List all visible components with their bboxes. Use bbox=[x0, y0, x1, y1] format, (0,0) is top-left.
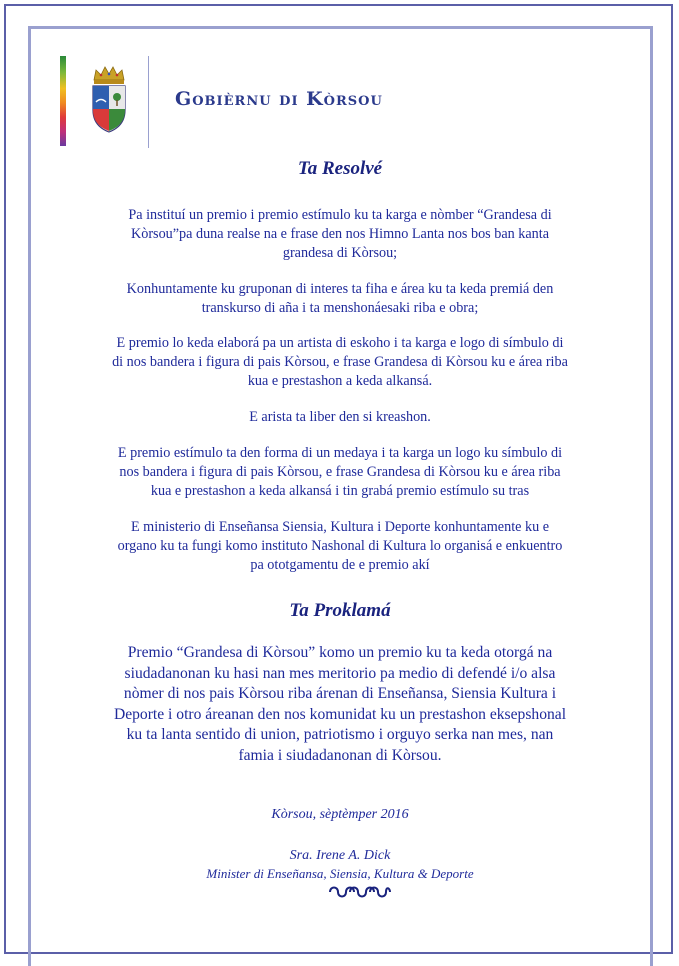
signatory-title-wrap bbox=[110, 866, 570, 882]
resolve-paragraph-4 bbox=[110, 408, 570, 427]
text-line: kua e prestashon a keda alkansá. bbox=[247, 373, 433, 389]
text-line: E premio estímulo ta den forma di un medaya i ta karga un logo ku símbulo di bbox=[117, 445, 563, 461]
resolve-paragraph-2 bbox=[110, 280, 570, 318]
resolve-paragraph-5 bbox=[110, 444, 570, 501]
text-line: siudadanonan ku hasi nan mes meritorio pa medio di defendé i/o alsa bbox=[124, 664, 556, 682]
government-name: Gobièrnu di Kòrsou bbox=[175, 88, 383, 110]
place-date-wrap bbox=[110, 806, 570, 824]
text-line: Konhuntamente ku gruponan di interes ta fiha e área ku ta keda premiá den bbox=[126, 281, 554, 297]
proclama-heading-wrap bbox=[110, 600, 570, 622]
proclama-paragraph bbox=[100, 643, 580, 766]
resolve-paragraph-3 bbox=[110, 334, 570, 391]
text-line: pa ototgamentu de e premio akí bbox=[250, 557, 430, 573]
resolve-paragraph-6 bbox=[110, 518, 570, 575]
text-line: Deporte i otro áreanan den nos komunidat ku un prestashon eksepshonal bbox=[113, 705, 567, 723]
proclama-heading: Ta Proklamá bbox=[289, 600, 391, 621]
text-line: Kòrsou”pa duna realse na e frase den nos Himno Lanta nos bos ban kanta bbox=[130, 226, 549, 242]
text-line: Pa instituí un premio i premio estímulo ku ta karga e nòmber “Grandesa di bbox=[128, 207, 552, 223]
text-line: E arista ta liber den si kreashon. bbox=[249, 409, 431, 425]
text-line: Premio “Grandesa di Kòrsou” komo un premio ku ta keda otorgá na bbox=[127, 644, 553, 661]
resolve-heading: Ta Resolvé bbox=[297, 158, 383, 179]
text-line: kua e prestashon a keda alkansá i tin grabá premio estímulo su tras bbox=[150, 483, 530, 499]
text-line: famia i siudadanonan di Kòrsou. bbox=[238, 746, 442, 764]
rainbow-stripe bbox=[60, 56, 66, 146]
text-line: transkurso di aña i ta menshonáesaki riba e obra; bbox=[201, 300, 479, 316]
text-line: ku ta lanta sentido di union, patriotismo i orguyo serka nan mes, nan bbox=[126, 726, 554, 743]
signatory-name-wrap bbox=[110, 847, 570, 865]
logo-divider bbox=[148, 56, 149, 148]
coat-of-arms-icon bbox=[88, 64, 130, 136]
text-line: organo ku ta fungi komo instituto Nashonal di Kultura lo organisá e enkuentro bbox=[117, 538, 563, 554]
text-line: di nos bandera i figura di pais Kòrsou, e frase Grandesa di Kòrsou ku e área riba bbox=[112, 354, 568, 370]
text-line: grandesa di Kòrsou; bbox=[282, 245, 398, 261]
text-line: E premio lo keda elaborá pa un artista di eskoho i ta karga e logo di símbulo di bbox=[116, 335, 564, 351]
resolve-heading-wrap bbox=[110, 158, 570, 180]
resolve-paragraph-1 bbox=[110, 206, 570, 263]
text-line: E ministerio di Enseñansa Siensia, Kultura i Deporte konhuntamente ku e bbox=[130, 519, 550, 535]
place-date: Kòrsou, sèptèmper 2016 bbox=[271, 807, 409, 822]
text-line: nòmer di nos pais Kòrsou riba árenan di Enseñansa, Siensia Kultura i bbox=[123, 685, 557, 702]
ornament-icon bbox=[328, 883, 392, 901]
signatory-title: Minister di Enseñansa, Siensia, Kultura & Deporte bbox=[206, 866, 474, 881]
text-line: nos bandera i figura di pais Kòrsou, e frase Grandesa di Kòrsou ku e área riba bbox=[119, 464, 561, 480]
signatory-name: Sra. Irene A. Dick bbox=[289, 848, 391, 863]
